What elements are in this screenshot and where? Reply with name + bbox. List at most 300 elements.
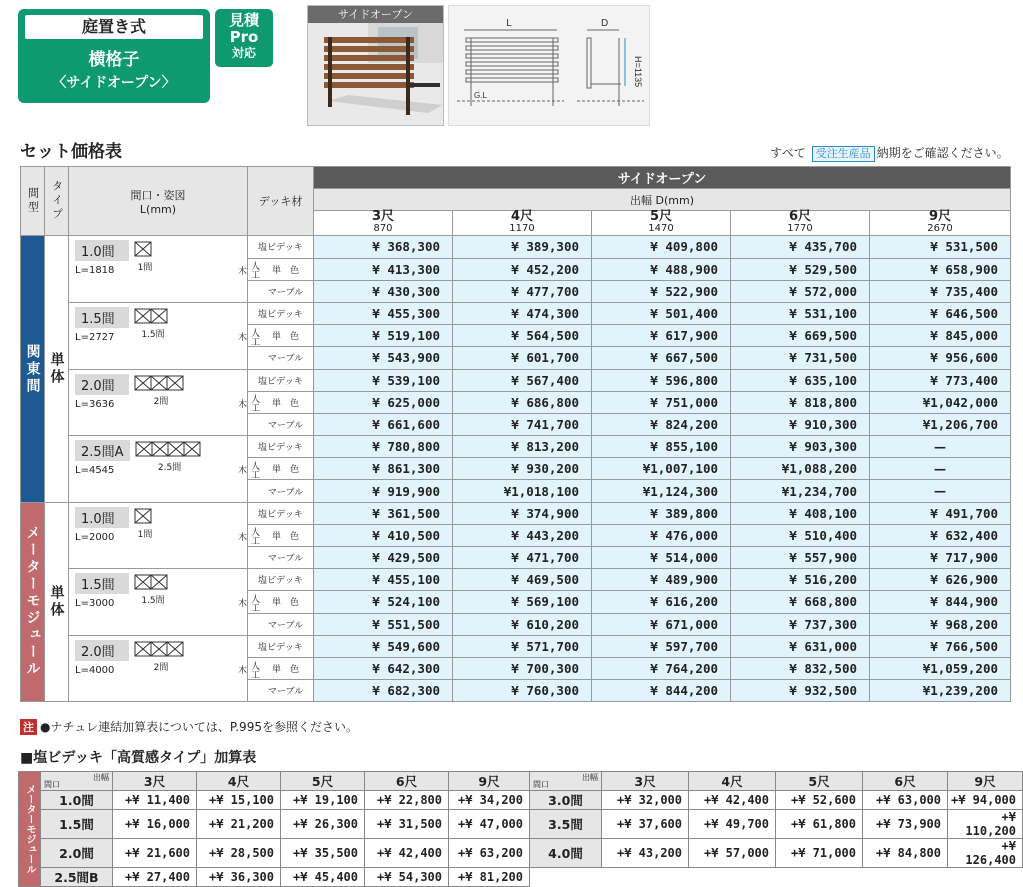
column-mm: 1170 — [509, 223, 535, 235]
size-cell — [69, 635, 248, 702]
price-cell: ¥ 658,900 — [870, 258, 1011, 280]
price-cell: — — [870, 436, 1011, 458]
sub-value: +¥ 15,100 — [197, 791, 281, 810]
deck-tanshoku — [236, 391, 314, 413]
price-cell: ¥ 610,200 — [453, 613, 592, 635]
price-cell: ¥ 910,300 — [731, 413, 870, 435]
deck-marble — [248, 613, 314, 635]
price-cell: ¥ 551,500 — [314, 613, 453, 635]
price-cell: ¥ 766,500 — [870, 635, 1011, 657]
sub-corner — [530, 772, 602, 791]
size-wrap — [75, 370, 247, 411]
sub-size: 1.5間 — [41, 810, 113, 839]
corner-top: 出幅 — [582, 773, 598, 782]
pro-badge-line2: Pro — [229, 28, 259, 46]
size-diagram-label: 2.5間 — [134, 460, 206, 473]
sub-table-title: ■塩ビデッキ「高質感タイプ」加算表 — [20, 750, 257, 766]
price-cell: ¥1,042,000 — [870, 391, 1011, 413]
sub-value: +¥ 31,500 — [365, 810, 449, 839]
price-cell: ¥ 735,400 — [870, 280, 1011, 302]
corner-top: 出幅 — [93, 773, 109, 782]
price-cell: ¥ 737,300 — [731, 613, 870, 635]
size-text — [75, 569, 129, 610]
deck-tanshoku — [236, 657, 314, 679]
region-cell — [21, 502, 45, 702]
deck-label: 単 色 — [271, 398, 299, 409]
deck-enbi: 塩ビデッキ — [248, 569, 314, 591]
price-cell: ¥ 452,200 — [453, 258, 592, 280]
price-cell: ¥ 435,700 — [731, 236, 870, 258]
sub-size: 2.0間 — [41, 839, 113, 868]
made-to-order-tag: 受注生産品 — [812, 146, 875, 162]
price-cell: ¥ 919,900 — [314, 480, 453, 502]
size-cell — [69, 369, 248, 436]
sub-corner — [41, 772, 113, 791]
photo-label: サイドオープン — [308, 6, 443, 23]
price-cell: ¥ 389,300 — [453, 236, 592, 258]
price-cell: ¥ 368,300 — [314, 236, 453, 258]
deck-enbi: 塩ビデッキ — [248, 369, 314, 391]
price-row — [21, 369, 1011, 391]
header-type-label: タイプ — [50, 180, 64, 223]
price-cell: ¥ 968,200 — [870, 613, 1011, 635]
sub-value: +¥ 45,400 — [281, 868, 365, 887]
deck-jinko: 人工木 — [236, 660, 259, 679]
price-cell: ¥ 409,800 — [592, 236, 731, 258]
sub-value: +¥ 81,200 — [449, 868, 530, 887]
diagram-L-label: L — [506, 18, 512, 29]
sub-size: 4.0間 — [530, 839, 602, 868]
sub-header-row — [19, 772, 1023, 791]
column-mm: 2670 — [927, 223, 953, 235]
price-cell: ¥ 474,300 — [453, 302, 592, 324]
size-diagram — [133, 573, 173, 610]
sub-region-label: メーターモジュール — [24, 784, 35, 874]
product-photo — [307, 5, 444, 126]
sub-column-header: 5尺 — [281, 772, 365, 791]
deck-jinko: 人工木 — [236, 593, 259, 612]
sub-column-header: 3尺 — [113, 772, 197, 791]
size-label: 1.0間 — [75, 240, 129, 261]
column-mm: 870 — [373, 223, 393, 235]
price-row — [21, 635, 1011, 657]
sub-value: +¥ 63,200 — [449, 839, 530, 868]
price-cell: ¥ 516,200 — [731, 569, 870, 591]
fence-photo-illustration — [308, 23, 443, 125]
sub-value: +¥ 21,200 — [197, 810, 281, 839]
price-cell: ¥ 471,700 — [453, 547, 592, 569]
deck-label: 単 色 — [271, 531, 299, 542]
sub-row — [19, 839, 1023, 868]
deck-tanshoku — [236, 325, 314, 347]
price-cell: ¥ 635,100 — [731, 369, 870, 391]
header-region — [21, 167, 45, 236]
deck-jinko: 人工木 — [236, 527, 259, 546]
price-cell: ¥ 741,700 — [453, 413, 592, 435]
sub-value: +¥ 32,000 — [602, 791, 689, 810]
price-cell: ¥ 642,300 — [314, 657, 453, 679]
deck-marble — [248, 680, 314, 702]
price-cell: ¥ 855,100 — [592, 436, 731, 458]
price-cell: ¥ 861,300 — [314, 458, 453, 480]
type-label: 単体 — [48, 584, 65, 619]
size-length: L=4000 — [75, 664, 115, 676]
column-shaku: 3尺 — [371, 209, 395, 225]
sub-column-header: 6尺 — [863, 772, 948, 791]
header-type — [45, 167, 69, 236]
sub-column-header: 6尺 — [365, 772, 449, 791]
size-diagram — [133, 240, 157, 277]
sub-value: +¥ 71,000 — [776, 839, 863, 868]
price-cell: ¥ 510,400 — [731, 524, 870, 546]
deck-marble — [248, 280, 314, 302]
product-title-badge — [18, 9, 210, 103]
size-diagram-label: 1間 — [133, 260, 157, 273]
price-cell: ¥ 632,400 — [870, 524, 1011, 546]
deck-label: 単 色 — [271, 265, 299, 276]
price-cell: ¥ 549,600 — [314, 635, 453, 657]
price-cell: — — [870, 480, 1011, 502]
sub-value: +¥ 52,600 — [776, 791, 863, 810]
price-cell: ¥ 408,100 — [731, 502, 870, 524]
deck-enbi: 塩ビデッキ — [248, 236, 314, 258]
deck-jinko: 人工木 — [236, 327, 259, 346]
region-label: メーターモジュール — [24, 525, 41, 679]
price-cell: ¥ 667,500 — [592, 347, 731, 369]
size-cell — [69, 436, 248, 503]
sub-value: +¥ 84,800 — [863, 839, 948, 868]
deck-jinko: 人工木 — [236, 460, 259, 479]
price-cell: ¥ 844,200 — [592, 680, 731, 702]
price-cell: ¥ 477,700 — [453, 280, 592, 302]
price-cell: ¥1,206,700 — [870, 413, 1011, 435]
sub-size: 3.0間 — [530, 791, 602, 810]
price-cell: ¥ 751,000 — [592, 391, 731, 413]
size-diagram — [133, 640, 189, 677]
price-cell: ¥ 601,700 — [453, 347, 592, 369]
sub-row — [19, 868, 1023, 887]
note-text: ●ナチュレ連結加算表については、P.995を参照ください。 — [40, 720, 358, 734]
column-header — [870, 211, 1011, 236]
column-mm: 1770 — [787, 223, 813, 235]
made-to-order-note — [770, 144, 1009, 162]
price-cell: ¥ 571,700 — [453, 635, 592, 657]
set-price-table — [20, 166, 1011, 702]
price-cell: ¥ 668,800 — [731, 591, 870, 613]
column-shaku: 4尺 — [510, 209, 534, 225]
diagram-H-label: H=1135 — [633, 56, 643, 88]
deck-marble — [248, 480, 314, 502]
price-row — [21, 502, 1011, 524]
sub-region-cell — [19, 772, 41, 887]
deck-enbi: 塩ビデッキ — [248, 436, 314, 458]
sub-size: 3.5間 — [530, 810, 602, 839]
price-cell: ¥ 557,900 — [731, 547, 870, 569]
header-deck: デッキ材 — [248, 167, 314, 236]
sub-value: +¥ 27,400 — [113, 868, 197, 887]
deck-label: マーブル — [267, 420, 304, 431]
size-diagram — [133, 307, 173, 344]
mitsumori-pro-badge — [215, 9, 273, 67]
column-mm: 1470 — [648, 223, 674, 235]
price-cell: ¥ 626,900 — [870, 569, 1011, 591]
price-cell: ¥ 731,500 — [731, 347, 870, 369]
price-cell: ¥ 717,900 — [870, 547, 1011, 569]
size-text — [75, 236, 129, 277]
price-cell: ¥ 956,600 — [870, 347, 1011, 369]
type-cell — [45, 236, 69, 502]
price-cell: ¥ 413,300 — [314, 258, 453, 280]
size-label: 1.5間 — [75, 307, 129, 328]
price-cell: ¥ 903,300 — [731, 436, 870, 458]
sub-value: +¥ 126,400 — [948, 839, 1023, 868]
price-cell: ¥ 429,500 — [314, 547, 453, 569]
note-icon: 注 — [20, 719, 37, 735]
deck-tanshoku — [236, 524, 314, 546]
price-cell: ¥ 932,500 — [731, 680, 870, 702]
price-cell: ¥ 524,100 — [314, 591, 453, 613]
sub-value: +¥ 110,200 — [948, 810, 1023, 839]
size-wrap — [75, 636, 247, 677]
sub-value: +¥ 42,400 — [689, 791, 776, 810]
type-cell — [45, 502, 69, 702]
size-wrap — [75, 303, 247, 344]
deck-label: 単 色 — [271, 598, 299, 609]
size-diagram-label: 1.5間 — [133, 327, 173, 340]
deck-tanshoku — [236, 591, 314, 613]
price-cell: ¥ 514,000 — [592, 547, 731, 569]
deck-jinko: 人工木 — [236, 394, 259, 413]
price-cell: ¥ 616,200 — [592, 591, 731, 613]
size-cell — [69, 302, 248, 369]
region-cell — [21, 236, 45, 502]
deck-label: 単 色 — [271, 665, 299, 676]
column-header — [592, 211, 731, 236]
size-length: L=3000 — [75, 598, 115, 610]
price-cell: ¥1,124,300 — [592, 480, 731, 502]
deck-enbi: 塩ビデッキ — [248, 502, 314, 524]
sub-value: +¥ 16,000 — [113, 810, 197, 839]
price-cell: ¥ 773,400 — [870, 369, 1011, 391]
price-row — [21, 302, 1011, 324]
price-cell: ¥ 818,800 — [731, 391, 870, 413]
pro-badge-line3: 対応 — [231, 46, 256, 60]
price-cell: ¥ 597,700 — [592, 635, 731, 657]
deck-tanshoku — [236, 258, 314, 280]
price-cell: ¥ 443,200 — [453, 524, 592, 546]
header-size-label: 間口・姿図 — [130, 188, 186, 202]
price-cell: ¥1,234,700 — [731, 480, 870, 502]
size-cell — [69, 236, 248, 303]
sub-value: +¥ 28,500 — [197, 839, 281, 868]
type-label: 単体 — [48, 352, 65, 386]
diagram-D-label: D — [601, 18, 609, 29]
price-cell: ¥ 569,100 — [453, 591, 592, 613]
size-text — [75, 503, 129, 544]
sub-value: +¥ 43,200 — [602, 839, 689, 868]
sub-column-header: 5尺 — [776, 772, 863, 791]
sub-row — [19, 810, 1023, 839]
header-size-unit: L(mm) — [139, 202, 177, 216]
sub-value: +¥ 63,000 — [863, 791, 948, 810]
deck-label: マーブル — [267, 487, 304, 498]
price-cell: — — [870, 458, 1011, 480]
price-cell: ¥ 631,000 — [731, 635, 870, 657]
sub-value: +¥ 11,400 — [113, 791, 197, 810]
column-header — [314, 211, 453, 236]
sub-value: +¥ 36,300 — [197, 868, 281, 887]
price-cell: ¥1,088,200 — [731, 458, 870, 480]
size-length: L=4545 — [75, 465, 115, 477]
price-cell: ¥ 501,400 — [592, 302, 731, 324]
price-cell: ¥ 543,900 — [314, 347, 453, 369]
header-side-open: サイドオープン — [314, 167, 1011, 189]
sub-value: +¥ 26,300 — [281, 810, 365, 839]
price-cell: ¥ 455,100 — [314, 569, 453, 591]
size-diagram-label: 2間 — [133, 394, 189, 407]
sub-value: +¥ 35,500 — [281, 839, 365, 868]
price-cell: ¥ 930,200 — [453, 458, 592, 480]
price-cell: ¥ 564,500 — [453, 325, 592, 347]
size-diagram — [133, 507, 157, 544]
price-cell: ¥ 617,900 — [592, 325, 731, 347]
sub-value: +¥ 47,000 — [449, 810, 530, 839]
sub-value: +¥ 73,900 — [863, 810, 948, 839]
size-length: L=3636 — [75, 398, 115, 410]
price-row — [21, 569, 1011, 591]
price-cell: ¥ 531,500 — [870, 236, 1011, 258]
price-cell: ¥ 780,800 — [314, 436, 453, 458]
size-text — [75, 436, 130, 477]
column-shaku: 9尺 — [928, 209, 952, 225]
price-cell: ¥ 430,300 — [314, 280, 453, 302]
deck-enbi: 塩ビデッキ — [248, 635, 314, 657]
sub-value: +¥ 19,100 — [281, 791, 365, 810]
sub-row — [19, 791, 1023, 810]
sub-value: +¥ 94,000 — [948, 791, 1023, 810]
corner-bottom: 間口 — [533, 780, 549, 789]
size-label: 2.5間A — [75, 440, 130, 461]
install-type-label: 庭置き式 — [25, 15, 203, 39]
deck-marble — [248, 547, 314, 569]
column-shaku: 5尺 — [649, 209, 673, 225]
price-cell: ¥ 522,900 — [592, 280, 731, 302]
price-cell: ¥ 531,100 — [731, 302, 870, 324]
deck-tanshoku — [236, 458, 314, 480]
price-cell: ¥ 529,500 — [731, 258, 870, 280]
price-cell: ¥ 389,800 — [592, 502, 731, 524]
size-label: 1.5間 — [75, 573, 129, 594]
price-cell: ¥1,007,100 — [592, 458, 731, 480]
price-cell: ¥ 374,900 — [453, 502, 592, 524]
price-cell: ¥ 824,200 — [592, 413, 731, 435]
price-cell: ¥ 646,500 — [870, 302, 1011, 324]
sub-value: +¥ 22,800 — [365, 791, 449, 810]
deck-label: 単 色 — [271, 465, 299, 476]
deck-marble — [248, 413, 314, 435]
price-cell: ¥ 572,000 — [731, 280, 870, 302]
header-region-label: 間型 — [26, 187, 40, 216]
price-cell: ¥1,018,100 — [453, 480, 592, 502]
header-projection: 出幅 D(mm) — [314, 189, 1011, 211]
price-cell: ¥ 844,900 — [870, 591, 1011, 613]
column-shaku: 6尺 — [788, 209, 812, 225]
price-cell: ¥ 491,700 — [870, 502, 1011, 524]
size-label: 1.0間 — [75, 507, 129, 528]
deck-enbi: 塩ビデッキ — [248, 302, 314, 324]
corner-bottom: 間口 — [44, 780, 60, 789]
size-wrap — [75, 236, 247, 277]
column-header — [453, 211, 592, 236]
price-cell: ¥ 519,100 — [314, 325, 453, 347]
price-cell: ¥ 686,800 — [453, 391, 592, 413]
size-label: 2.0間 — [75, 640, 129, 661]
price-cell: ¥ 489,900 — [592, 569, 731, 591]
size-diagram — [133, 374, 189, 411]
size-cell — [69, 502, 248, 569]
deck-label: マーブル — [267, 287, 304, 298]
deck-marble — [248, 347, 314, 369]
deck-label: マーブル — [267, 687, 304, 698]
note-pre: すべて — [770, 146, 806, 160]
sub-value: +¥ 54,300 — [365, 868, 449, 887]
price-cell: ¥ 476,000 — [592, 524, 731, 546]
size-diagram-label: 1.5間 — [133, 593, 173, 606]
size-wrap — [75, 436, 247, 477]
sub-value: +¥ 21,600 — [113, 839, 197, 868]
sub-column-header: 9尺 — [449, 772, 530, 791]
deck-label: 単 色 — [271, 332, 299, 343]
price-cell: ¥ 410,500 — [314, 524, 453, 546]
product-variant: 〈サイドオープン〉 — [52, 75, 176, 91]
size-text — [75, 370, 129, 411]
price-cell: ¥ 671,000 — [592, 613, 731, 635]
deck-label: マーブル — [267, 620, 304, 631]
column-header — [731, 211, 870, 236]
price-cell: ¥ 682,300 — [314, 680, 453, 702]
note-post: 納期をご確認ください。 — [876, 146, 1009, 160]
size-length: L=2000 — [75, 531, 115, 543]
price-cell: ¥ 661,600 — [314, 413, 453, 435]
sub-column-header: 9尺 — [948, 772, 1023, 791]
enbi-deck-addon-table — [18, 771, 1023, 887]
sub-size: 1.0間 — [41, 791, 113, 810]
diagram-GL-label: G.L — [474, 91, 487, 100]
fence-elevation-diagram — [449, 6, 649, 125]
price-cell: ¥1,239,200 — [870, 680, 1011, 702]
sub-value: +¥ 61,800 — [776, 810, 863, 839]
dimension-diagram — [448, 5, 650, 126]
price-row — [21, 236, 1011, 258]
header-row-1 — [21, 167, 1011, 189]
sub-empty — [530, 868, 1023, 887]
price-cell: ¥ 669,500 — [731, 325, 870, 347]
price-cell: ¥ 760,300 — [453, 680, 592, 702]
price-cell: ¥1,059,200 — [870, 657, 1011, 679]
sub-value: +¥ 37,600 — [602, 810, 689, 839]
price-cell: ¥ 455,300 — [314, 302, 453, 324]
product-name: 横格子 — [88, 50, 140, 70]
header-size — [69, 167, 248, 236]
price-cell: ¥ 764,200 — [592, 657, 731, 679]
size-cell — [69, 569, 248, 636]
size-length: L=1818 — [75, 265, 115, 277]
price-cell: ¥ 596,800 — [592, 369, 731, 391]
deck-jinko: 人工木 — [236, 261, 259, 280]
price-row — [21, 436, 1011, 458]
region-label: 関東間 — [24, 343, 41, 395]
price-cell: ¥ 832,500 — [731, 657, 870, 679]
